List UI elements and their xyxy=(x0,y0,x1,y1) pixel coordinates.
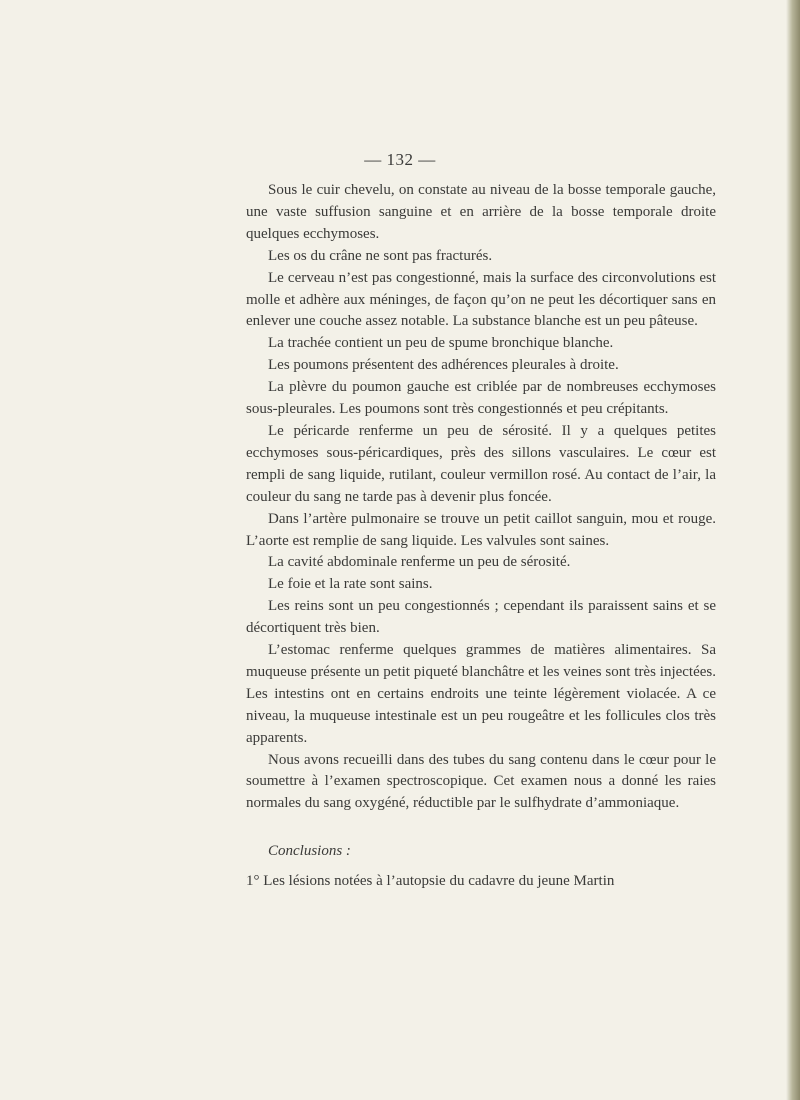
paragraph-pleura: La plèvre du poumon gauche est criblée par de nombreuses ecchymoses sous-pleurales. Les poumons sont très congestionnés et peu crépitants. xyxy=(246,379,716,418)
conclusion-item: 1° Les lésions notées à l’autopsie du cadavre du jeune Martin xyxy=(246,873,615,890)
page-number: — 132 — xyxy=(364,150,436,169)
paragraph-skull: Les os du crâne ne sont pas fracturés. xyxy=(268,247,493,264)
conclusions-heading: Conclusions : xyxy=(268,843,351,860)
paragraph-kidneys: Les reins sont un peu congestionnés ; cependant ils paraissent sains et se décortiquent très bien. xyxy=(246,598,716,637)
paragraph-pulmonary-artery: Dans l’artère pulmonaire se trouve un petit caillot sanguin, mou et rouge. L’aorte est remplie de sang liquide. Les valvules sont saines. xyxy=(246,510,716,549)
paragraph-lungs: Les poumons présentent des adhérences pleurales à droite. xyxy=(268,357,619,374)
paragraph-pericardium: Le péricarde renferme un peu de sérosité. Il y a quelques petites ecchymoses sous-péricardiques, près des sillons vasculaires. Le cœur est rempli de sang liquide, rutilant, couleur vermillon rosé. Au contact de l’air, la couleur du sang ne tarde pas à devenir plus foncée. xyxy=(246,422,716,505)
paragraph-brain: Le cerveau n’est pas congestionné, mais la surface des circonvolutions est molle et adhère aux méninges, de façon qu’on ne peut les décortiquer sans en enlever une couche assez notable. La substance blanche est un peu pâteuse. xyxy=(246,269,716,330)
paragraph-scalp: Sous le cuir chevelu, on constate au niveau de la bosse temporale gauche, une vaste suffusion sanguine et en arrière de la bosse temporale droite quelques ecchymoses. xyxy=(246,182,716,242)
paragraph-liver-spleen: Le foie et la rate sont sains. xyxy=(268,576,433,593)
paragraph-trachea: La trachée contient un peu de spume bronchique blanche. xyxy=(268,335,614,352)
body-text xyxy=(246,180,716,893)
paragraph-stomach: L’estomac renferme quelques grammes de matières alimentaires. Sa muqueuse présente un petit piqueté blanchâtre et les veines sont très injectées. Les intestins ont en certains endroits une teinte légèrement violacée. A ce niveau, la muqueuse intestinale est un peu rougeâtre et les follicules clos très apparents. xyxy=(246,642,716,746)
paragraph-blood-samples: Nous avons recueilli dans des tubes du sang contenu dans le cœur pour le soumettre à l’examen spectroscopique. Cet examen nous a donné les raies normales du sang oxygéné, réductible par le sulfhydrate d’ammoniaque. xyxy=(246,751,716,812)
paragraph-abdominal-cavity: La cavité abdominale renferme un peu de sérosité. xyxy=(268,554,571,571)
